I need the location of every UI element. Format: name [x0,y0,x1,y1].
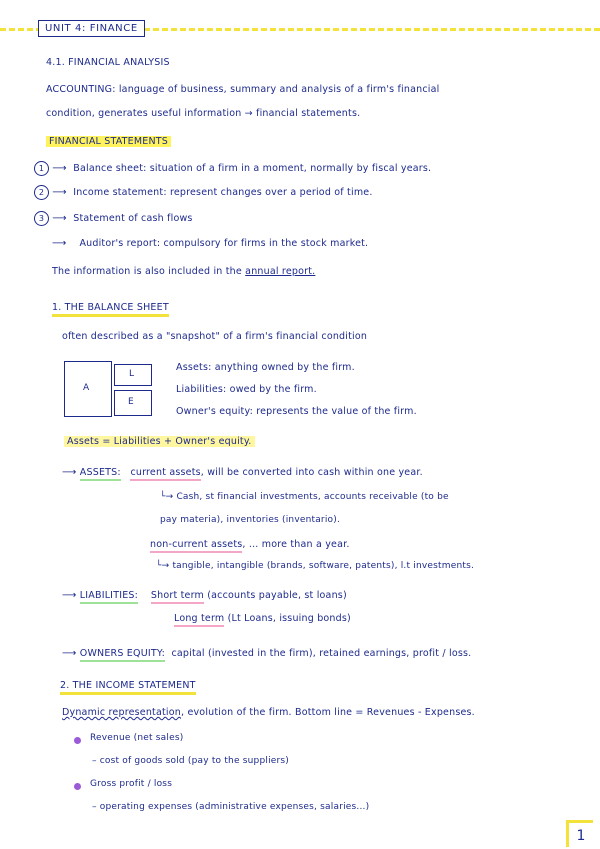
annual-report-prefix: The information is also included in the [52,266,242,277]
assets-definition: Assets: anything owned by the firm. [176,362,355,373]
arrow-right-icon: ⟶ [52,163,67,174]
liabilities-definition: Liabilities: owed by the firm. [176,384,317,395]
balance-sheet-heading [52,302,169,313]
fs-item-4 [52,238,368,249]
noncurrent-assets-definition: , ... more than a year. [242,539,350,550]
current-assets-detail-2: pay materia), inventories (inventario). [160,515,341,525]
section-title: 4.1. FINANCIAL ANALYSIS [46,57,170,68]
arrow-right-icon: ⟶ [52,238,67,249]
fs-item-3 [34,211,193,226]
short-term-detail: (accounts payable, st loans) [207,590,347,601]
bullet-dot-icon [74,737,81,744]
fs-item-text: Statement of cash flows [73,213,193,224]
revenue-item: Revenue (net sales) [90,733,184,743]
assets-current-line [62,467,423,478]
arrow-right-icon: ⟶ [62,467,77,478]
income-statement-heading [60,680,196,691]
intro-line-1: ACCOUNTING: language of business, summary and analysis of a firm's financial [46,84,440,95]
owners-equity-detail: capital (invested in the firm), retained earnings, profit / loss. [171,648,472,659]
accounting-equation [64,436,255,447]
long-term-term: Long term [174,613,224,627]
short-term-term: Short term [151,590,204,604]
intro-line-2: condition, generates useful information → financial statements. [46,108,361,119]
assets-box [64,361,112,417]
liabilities-long-line [174,613,351,624]
corner-arrow-icon: └→ [160,492,174,502]
equity-box-letter: E [128,397,134,407]
dynamic-representation-line [62,707,475,718]
current-assets-definition: , will be converted into cash within one year. [200,467,423,478]
gross-profit-item: Gross profit / loss [90,779,173,789]
gross-profit-sub [92,802,369,812]
current-assets-term: current assets [130,467,200,481]
arrow-right-icon: ⟶ [52,187,67,198]
financial-statements-label: FINANCIAL STATEMENTS [46,136,171,147]
assets-label: ASSETS: [80,467,121,481]
arrow-right-icon: ⟶ [62,590,77,601]
gross-profit-sub-text: operating expenses (administrative expenses, salaries...) [99,802,370,812]
dash-icon: – [92,756,97,766]
current-assets-detail-1 [160,492,449,502]
dynamic-representation-rest: , evolution of the firm. Bottom line = Revenues - Expenses. [181,707,475,718]
financial-statements-heading [46,136,171,147]
fs-item-text: Income statement: represent changes over a period of time. [73,187,373,198]
bullet-dot-icon [74,783,81,790]
liabilities-box-letter: L [129,369,135,379]
liabilities-label: LIABILITIES: [80,590,138,604]
fs-item-number: 1 [34,161,49,176]
owners-equity-line [62,648,471,659]
noncurrent-assets-term: non-current assets [150,539,242,553]
owners-equity-label: OWNERS EQUITY: [80,648,165,662]
dash-icon: – [92,802,97,812]
fs-item-number: 2 [34,185,49,200]
equity-definition: Owner's equity: represents the value of the firm. [176,406,417,417]
income-statement-heading-text: 2. THE INCOME STATEMENT [60,680,196,695]
equity-box [114,390,152,416]
arrow-right-icon: ⟶ [62,648,77,659]
fs-item-text: Balance sheet: situation of a firm in a moment, normally by fiscal years. [73,163,432,174]
noncurrent-assets-line [150,539,350,550]
fs-item-text: Auditor's report: compulsory for firms in the stock market. [79,238,369,249]
fs-item-2 [34,185,373,200]
fs-item-1 [34,161,431,176]
current-assets-detail-1-text: Cash, st financial investments, accounts receivable (to be [176,492,449,502]
revenue-sub-text: cost of goods sold (pay to the suppliers) [99,756,290,766]
corner-arrow-icon: └→ [156,561,170,571]
annual-report-link: annual report. [245,266,316,277]
liabilities-box [114,364,152,386]
noncurrent-assets-detail-text: tangible, intangible (brands, software, patents), l.t investments. [172,561,475,571]
noncurrent-assets-detail [156,561,474,571]
assets-box-letter: A [83,383,90,393]
unit-title: UNIT 4: FINANCE [38,20,145,37]
accounting-equation-text: Assets = Liabilities + Owner's equity. [64,436,255,447]
dynamic-representation-term: Dynamic representation [62,707,181,718]
liabilities-short-line [62,590,347,601]
arrow-right-icon: ⟶ [52,213,67,224]
revenue-sub [92,756,289,766]
fs-item-number: 3 [34,211,49,226]
page-number: 1 [566,820,593,847]
long-term-detail: (Lt Loans, issuing bonds) [227,613,351,624]
balance-sheet-heading-text: 1. THE BALANCE SHEET [52,302,169,317]
snapshot-line: often described as a "snapshot" of a firm's financial condition [62,331,368,342]
annual-report-line [52,266,315,277]
